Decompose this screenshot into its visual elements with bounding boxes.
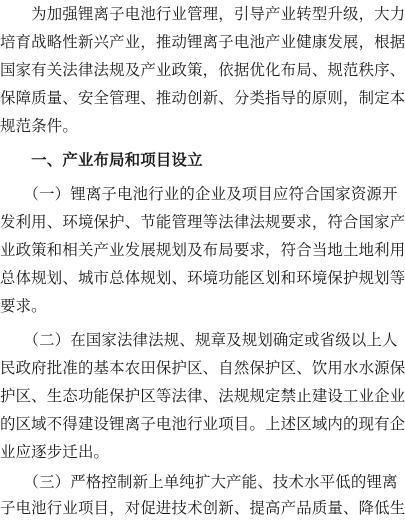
clause-1-line-1: （一）锂离子电池行业的企业及项目应符合国家资源开 [0,185,398,203]
clause-2-line-3: 护区、生态功能保护区等法律、法规规定禁止建设工业企业 [0,387,405,405]
clause-1-line-3: 业政策和相关产业发展规划及布局要求，符合当地土地利用 [0,241,405,259]
clause-1-line-5: 要求。 [0,297,47,315]
clause-2-line-4: 的区域不得建设锂离子电池行业项目。上述区域内的现有企 [0,415,405,433]
paragraph-intro-line-4: 保障质量、安全管理、推动创新、分类指导的原则，制定本 [0,89,405,107]
clause-2-line-1: （二）在国家法律法规、规章及规划确定或省级以上人 [0,331,398,349]
paragraph-intro-line-1: 为加强锂离子电池行业管理，引导产业转型升级，大力 [0,5,405,23]
paragraph-intro-line-5: 规范条件。 [0,117,78,135]
clause-2-line-5: 业应逐步迁出。 [0,443,110,461]
clause-2-line-2: 民政府批准的基本农田保护区、自然保护区、饮用水水源保 [0,359,405,377]
paragraph-intro-line-3: 国家有关法律法规及产业政策，依据优化布局、规范秩序、 [0,61,405,79]
section-heading: 一、产业布局和项目设立 [0,151,203,169]
clause-3-line-2: 子电池行业项目，对促进技术创新、提高产品质量、降低生 [0,499,405,517]
clause-3-line-1: （三）严格控制新上单纯扩大产能、技术水平低的锂离 [0,473,398,491]
clause-1-line-4: 总体规划、城市总体规划、环境功能区划和环境保护规划等 [0,269,405,287]
paragraph-intro-line-2: 培育战略性新兴产业，推动锂离子电池产业健康发展，根据 [0,33,405,51]
clause-1-line-2: 发利用、环境保护、节能管理等法律法规要求，符合国家产 [0,213,405,231]
